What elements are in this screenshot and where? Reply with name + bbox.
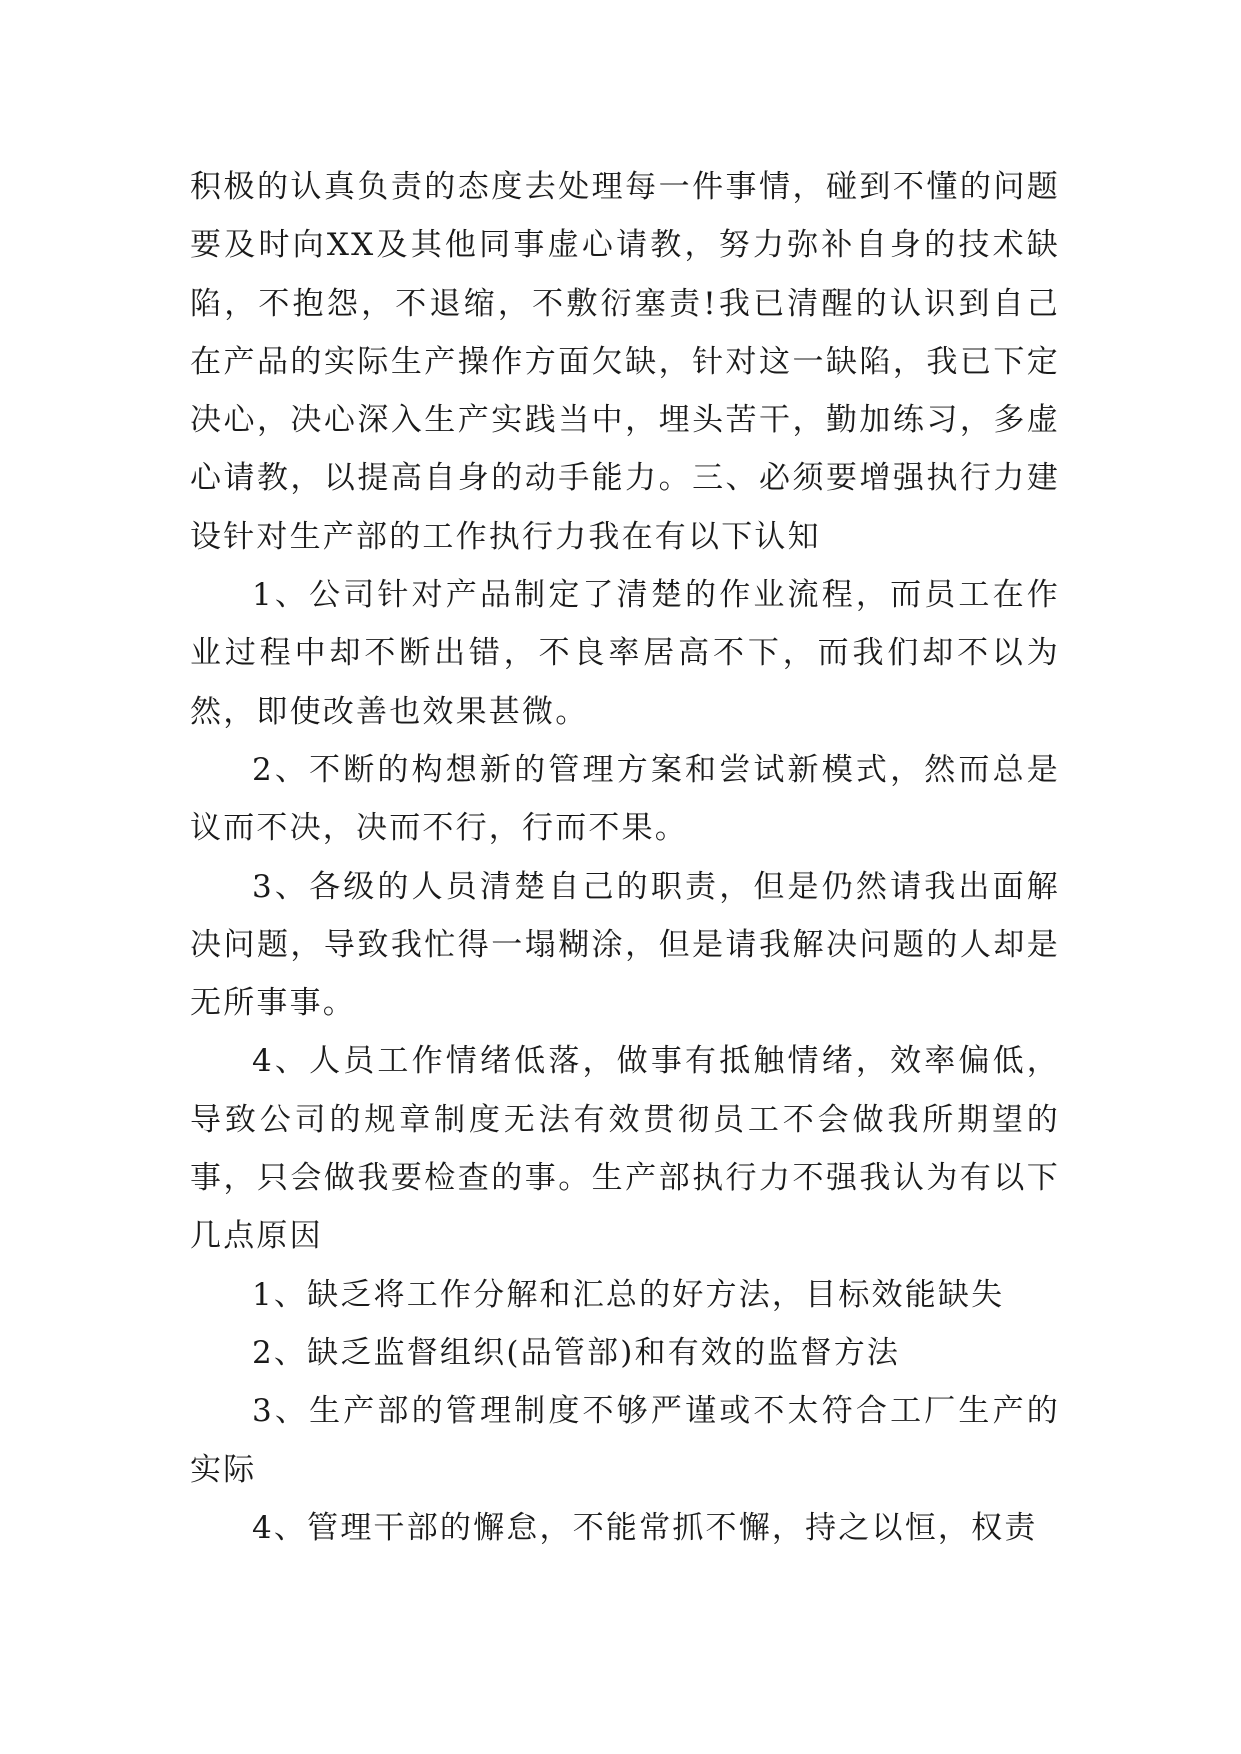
paragraph-reason-1: 1、缺乏将工作分解和汇总的好方法，目标效能缺失 xyxy=(252,1276,1005,1313)
paragraph-continuation: 积极的认真负责的态度去处理每一件事情，碰到不懂的问题要及时向XX及其他同事虚心请教，努力弥补自身的技术缺陷，不抱怨，不退缩，不敷衍塞责!我已清醒的认识到自己在产品的实际生产操作方面欠缺，针对这一缺陷，我已下定决心，决心深入生产实践当中，埋头苦干，勤加练习，多虚心请教，以提高自身的动手能力。三、必须要增强执行力建设针对生产部的工作执行力我在有以下认知 xyxy=(190,169,1060,555)
paragraph-item-4-recognition: 4、人员工作情绪低落，做事有抵触情绪，效率偏低，导致公司的规章制度无法有效贯彻员工不会做我所期望的事，只会做我要检查的事。生产部执行力不强我认为有以下几点原因 xyxy=(190,1043,1060,1255)
document-body xyxy=(190,158,1060,1557)
paragraph-item-3-recognition: 3、各级的人员清楚自己的职责，但是仍然请我出面解决问题，导致我忙得一塌糊涂，但是请我解决问题的人却是无所事事。 xyxy=(190,868,1060,1022)
paragraph-reason-3: 3、生产部的管理制度不够严谨或不太符合工厂生产的实际 xyxy=(190,1393,1060,1488)
paragraph-reason-4: 4、管理干部的懈怠，不能常抓不懈，持之以恒，权责 xyxy=(252,1509,1038,1546)
paragraph-item-1-recognition: 1、公司针对产品制定了清楚的作业流程，而员工在作业过程中却不断出错，不良率居高不下，而我们却不以为然，即使改善也效果甚微。 xyxy=(190,577,1060,730)
paragraph-item-2-recognition: 2、不断的构想新的管理方案和尝试新模式，然而总是议而不决，决而不行，行而不果。 xyxy=(190,751,1060,847)
paragraph-reason-2: 2、缺乏监督组织(品管部)和有效的监督方法 xyxy=(252,1334,901,1371)
